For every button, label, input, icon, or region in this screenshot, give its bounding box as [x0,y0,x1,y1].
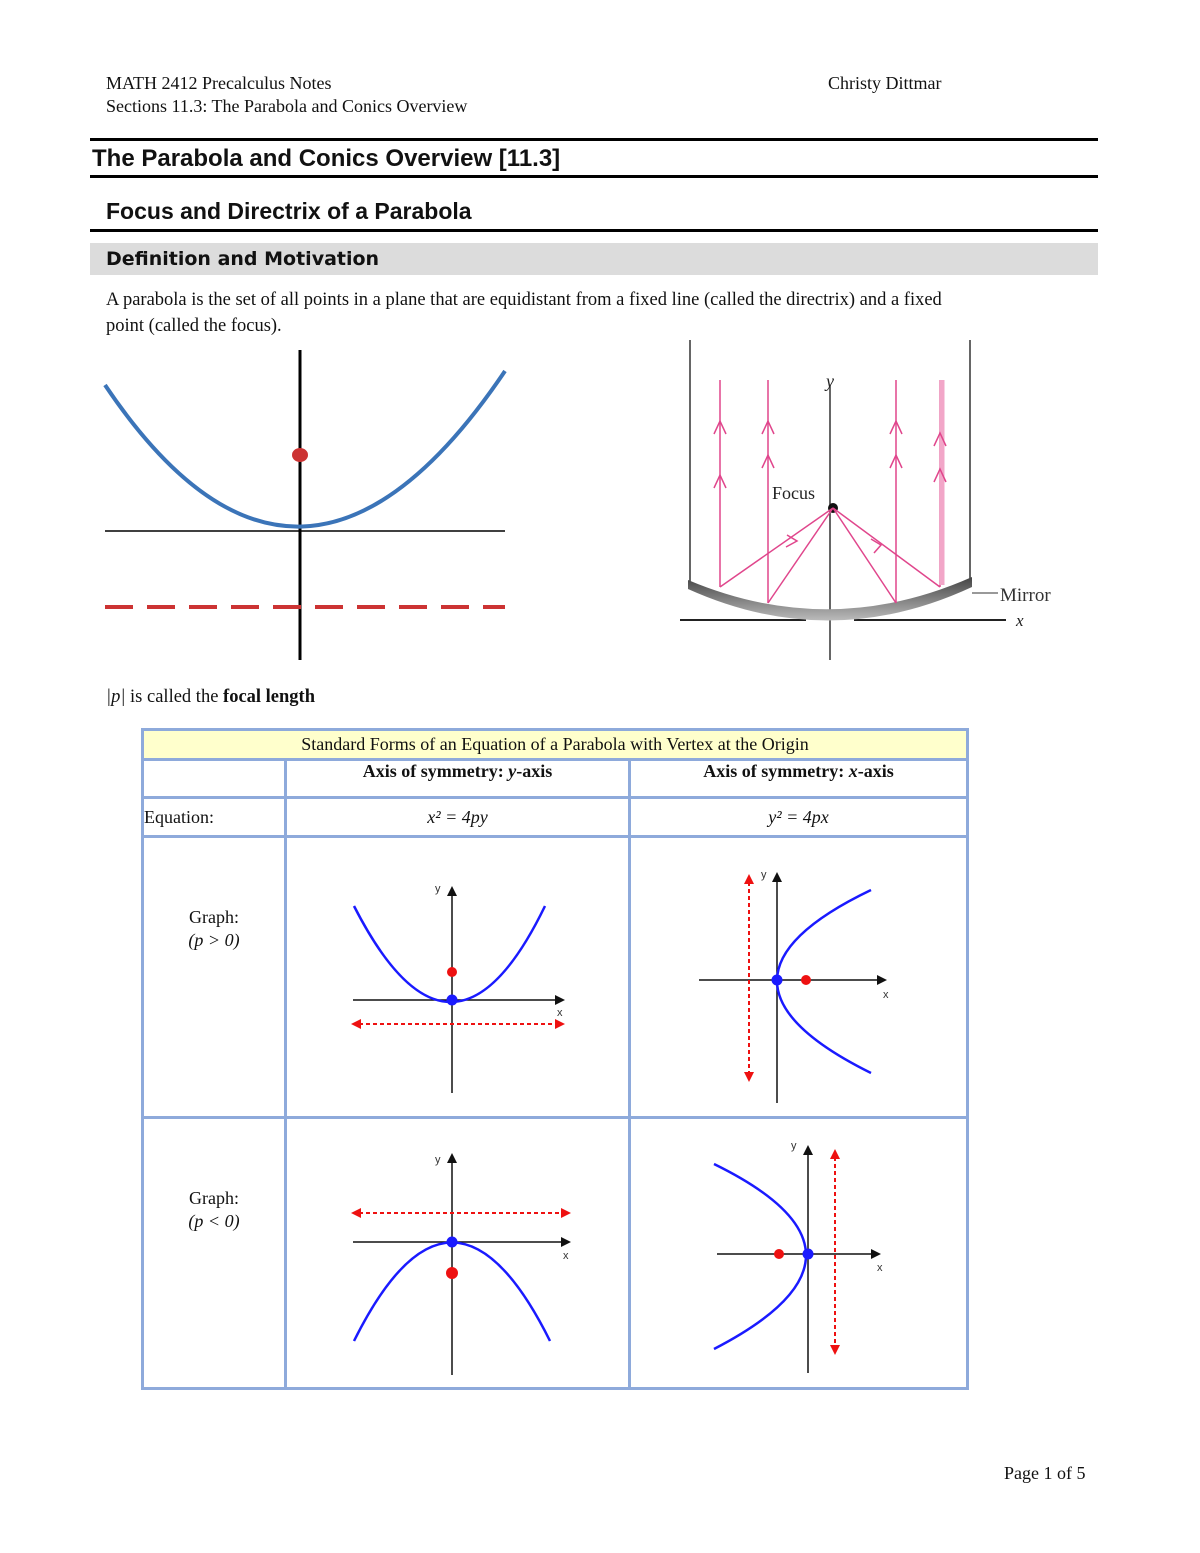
y-axis-arrow-icon [447,1153,457,1163]
title-rule-top [90,138,1098,141]
x-axis-label: x [883,989,889,1001]
x-axis-label: x [563,1250,569,1262]
parabola-focus-directrix-figure [100,345,510,665]
focus-label: Focus [772,483,816,503]
parabolic-mirror-figure [676,335,1076,665]
focal-length-middle: is called the [125,687,224,707]
x-axis-label: x [877,1262,883,1274]
directrix-left-arrow-icon [351,1208,361,1218]
course-title: MATH 2412 Precalculus Notes [106,73,332,93]
x-axis-arrow-icon [877,975,887,985]
graph-x-axis-neg-cell [630,1118,968,1389]
vertex-point [803,1249,814,1260]
graph-rightward-parabola [631,838,966,1111]
definition-line-2: point (called the focus). [106,316,282,336]
x-axis-arrow-icon [871,1249,881,1259]
section-heading: Focus and Directrix of a Parabola [106,198,472,224]
y-axis-label: y [435,883,441,895]
parabola-curve [777,890,871,1073]
section-rule [90,229,1098,232]
graph-condition-neg: (p < 0) [188,1211,240,1231]
col-head-x-axis: Axis of symmetry: x-axis [630,760,968,798]
mirror-y-label: y [826,371,834,391]
section-title: Sections 11.3: The Parabola and Conics Overview [106,96,468,116]
page-number: Page 1 of 5 [1004,1463,1086,1483]
y-axis-arrow-icon [772,872,782,882]
parabola-curve [354,906,545,1002]
directrix-top-arrow-icon [744,874,754,884]
mirror-x-label: x [1016,611,1024,630]
graph-downward-parabola [287,1119,628,1382]
title-rule-bottom [90,175,1098,178]
graph-condition-pos: (p > 0) [188,930,240,950]
equation-x-axis: y² = 4px [630,798,968,837]
directrix-left-arrow-icon [351,1019,361,1029]
y-axis-arrow-icon [447,886,457,896]
equation-label: Equation: [143,798,286,837]
x-axis-arrow-icon [561,1237,571,1247]
directrix-right-arrow-icon [555,1019,565,1029]
parabola-curve [105,371,505,527]
focus-point [801,975,811,985]
col-head-y-axis: Axis of symmetry: y-axis [286,760,630,798]
graph-label-pos: Graph: [189,907,239,927]
directrix-top-arrow-icon [830,1149,840,1159]
graph-y-axis-neg-cell [286,1118,630,1389]
vertex-point [447,1237,458,1248]
definition-line-1: A parabola is the set of all points in a plane that are equidistant from a fixed line (called the directrix) and a fixed [106,290,942,310]
directrix-bottom-arrow-icon [744,1072,754,1082]
vertex-point [772,975,783,986]
focal-length-note [106,684,315,710]
focus-point [292,448,308,462]
table-caption: Standard Forms of an Equation of a Parabola with Vertex at the Origin [143,730,968,760]
graph-label-cell-pos [143,837,286,1118]
subsection-heading: Definition and Motivation [106,248,380,270]
vertex-point [447,995,458,1006]
page-title: The Parabola and Conics Overview [11.3] [92,145,561,172]
directrix-bottom-arrow-icon [830,1345,840,1355]
graph-x-axis-pos-cell [630,837,968,1118]
y-axis-label: y [761,869,767,881]
focus-point [446,1267,458,1279]
graph-upward-parabola [287,838,628,1111]
parabola-curve [714,1164,806,1349]
x-axis-label: x [557,1007,563,1019]
graph-label-cell-neg [143,1118,286,1389]
focus-point [447,967,457,977]
y-axis-label: y [791,1140,797,1152]
graph-leftward-parabola [631,1119,966,1382]
focus-point [774,1249,784,1259]
standard-forms-table [141,728,969,1390]
focal-length-variable: |p| [106,687,126,707]
x-axis-arrow-icon [555,995,565,1005]
y-axis-label: y [435,1154,441,1166]
directrix-right-arrow-icon [561,1208,571,1218]
equation-y-axis: x² = 4py [286,798,630,837]
y-axis-arrow-icon [803,1145,813,1155]
header-empty-cell [143,760,286,798]
mirror-label: Mirror [1000,585,1051,606]
graph-y-axis-pos-cell [286,837,630,1118]
graph-label-neg: Graph: [189,1188,239,1208]
focal-length-term: focal length [223,687,316,707]
author-name: Christy Dittmar [828,73,942,93]
